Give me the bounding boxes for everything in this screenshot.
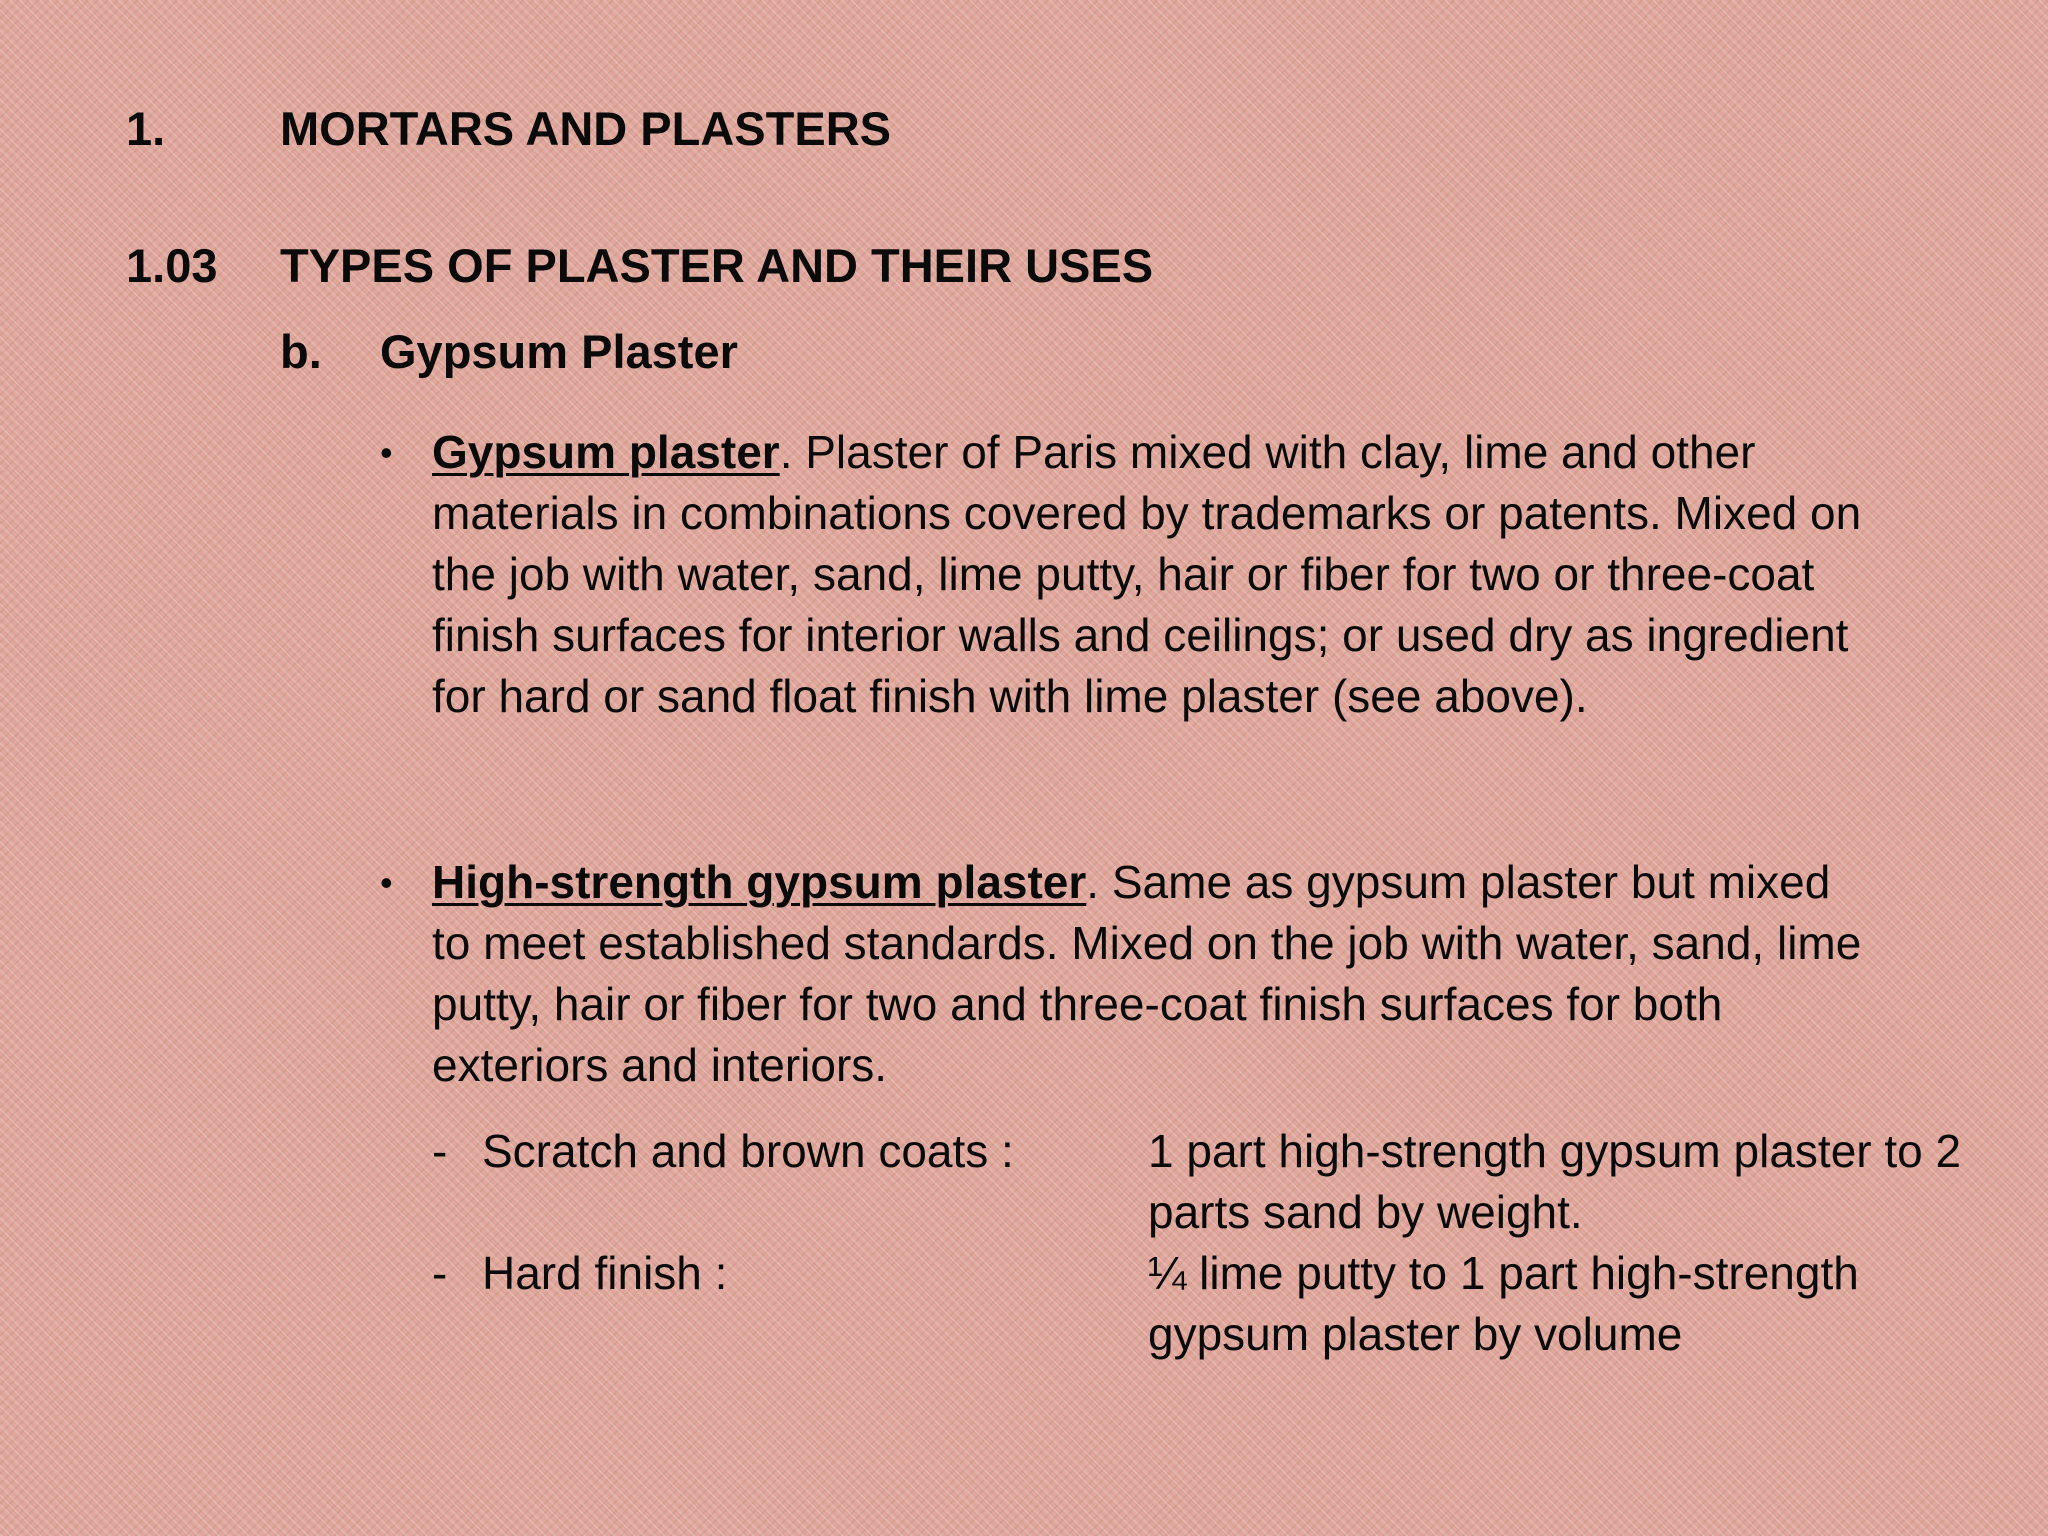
- mix-dash: -: [432, 1125, 448, 1177]
- subsection-number: 1.03: [126, 239, 218, 292]
- mix-label: Hard finish :: [482, 1247, 728, 1299]
- mix-value: ¼ lime putty to 1 part high-strength gypsum plaster by volume: [1148, 1247, 1859, 1360]
- item-letter: b.: [280, 325, 322, 378]
- bullet-text: . Plaster of Paris mixed with clay, lime and other materials in combinations covered by trademarks or patents. Mixed on the job with water, sand, lime putty, hair or fiber for two or three-coat finish surfaces for interior walls and ceilings; or used dry as ingredient for hard or sand float finish with lime plaster (see above).: [432, 426, 1862, 722]
- mix-value: 1 part high-strength gypsum plaster to 2 parts sand by weight.: [1148, 1125, 1962, 1238]
- bullet-body: [432, 422, 1880, 727]
- bullet-marker: •: [380, 862, 393, 903]
- mix-dash: -: [432, 1247, 448, 1299]
- bullet-text: . Same as gypsum plaster but mixed to meet established standards. Mixed on the job with water, sand, lime putty, hair or fiber for two and three-coat finish surfaces for both exteriors and interiors.: [432, 856, 1862, 1091]
- bullet-marker: •: [380, 432, 393, 473]
- mix-label: Scratch and brown coats :: [482, 1125, 1014, 1177]
- bullet-gypsum-plaster: [380, 422, 1880, 727]
- subsection-title: TYPES OF PLASTER AND THEIR USES: [280, 239, 1154, 292]
- bullet-term: High-strength gypsum plaster: [432, 856, 1087, 908]
- bullet-high-strength-gypsum-plaster: [380, 852, 1880, 1096]
- item-title: Gypsum Plaster: [380, 325, 738, 378]
- section-number: 1.: [126, 102, 166, 155]
- bullet-body: [432, 852, 1880, 1096]
- section-title: MORTARS AND PLASTERS: [280, 102, 891, 155]
- bullet-term: Gypsum plaster: [432, 426, 780, 478]
